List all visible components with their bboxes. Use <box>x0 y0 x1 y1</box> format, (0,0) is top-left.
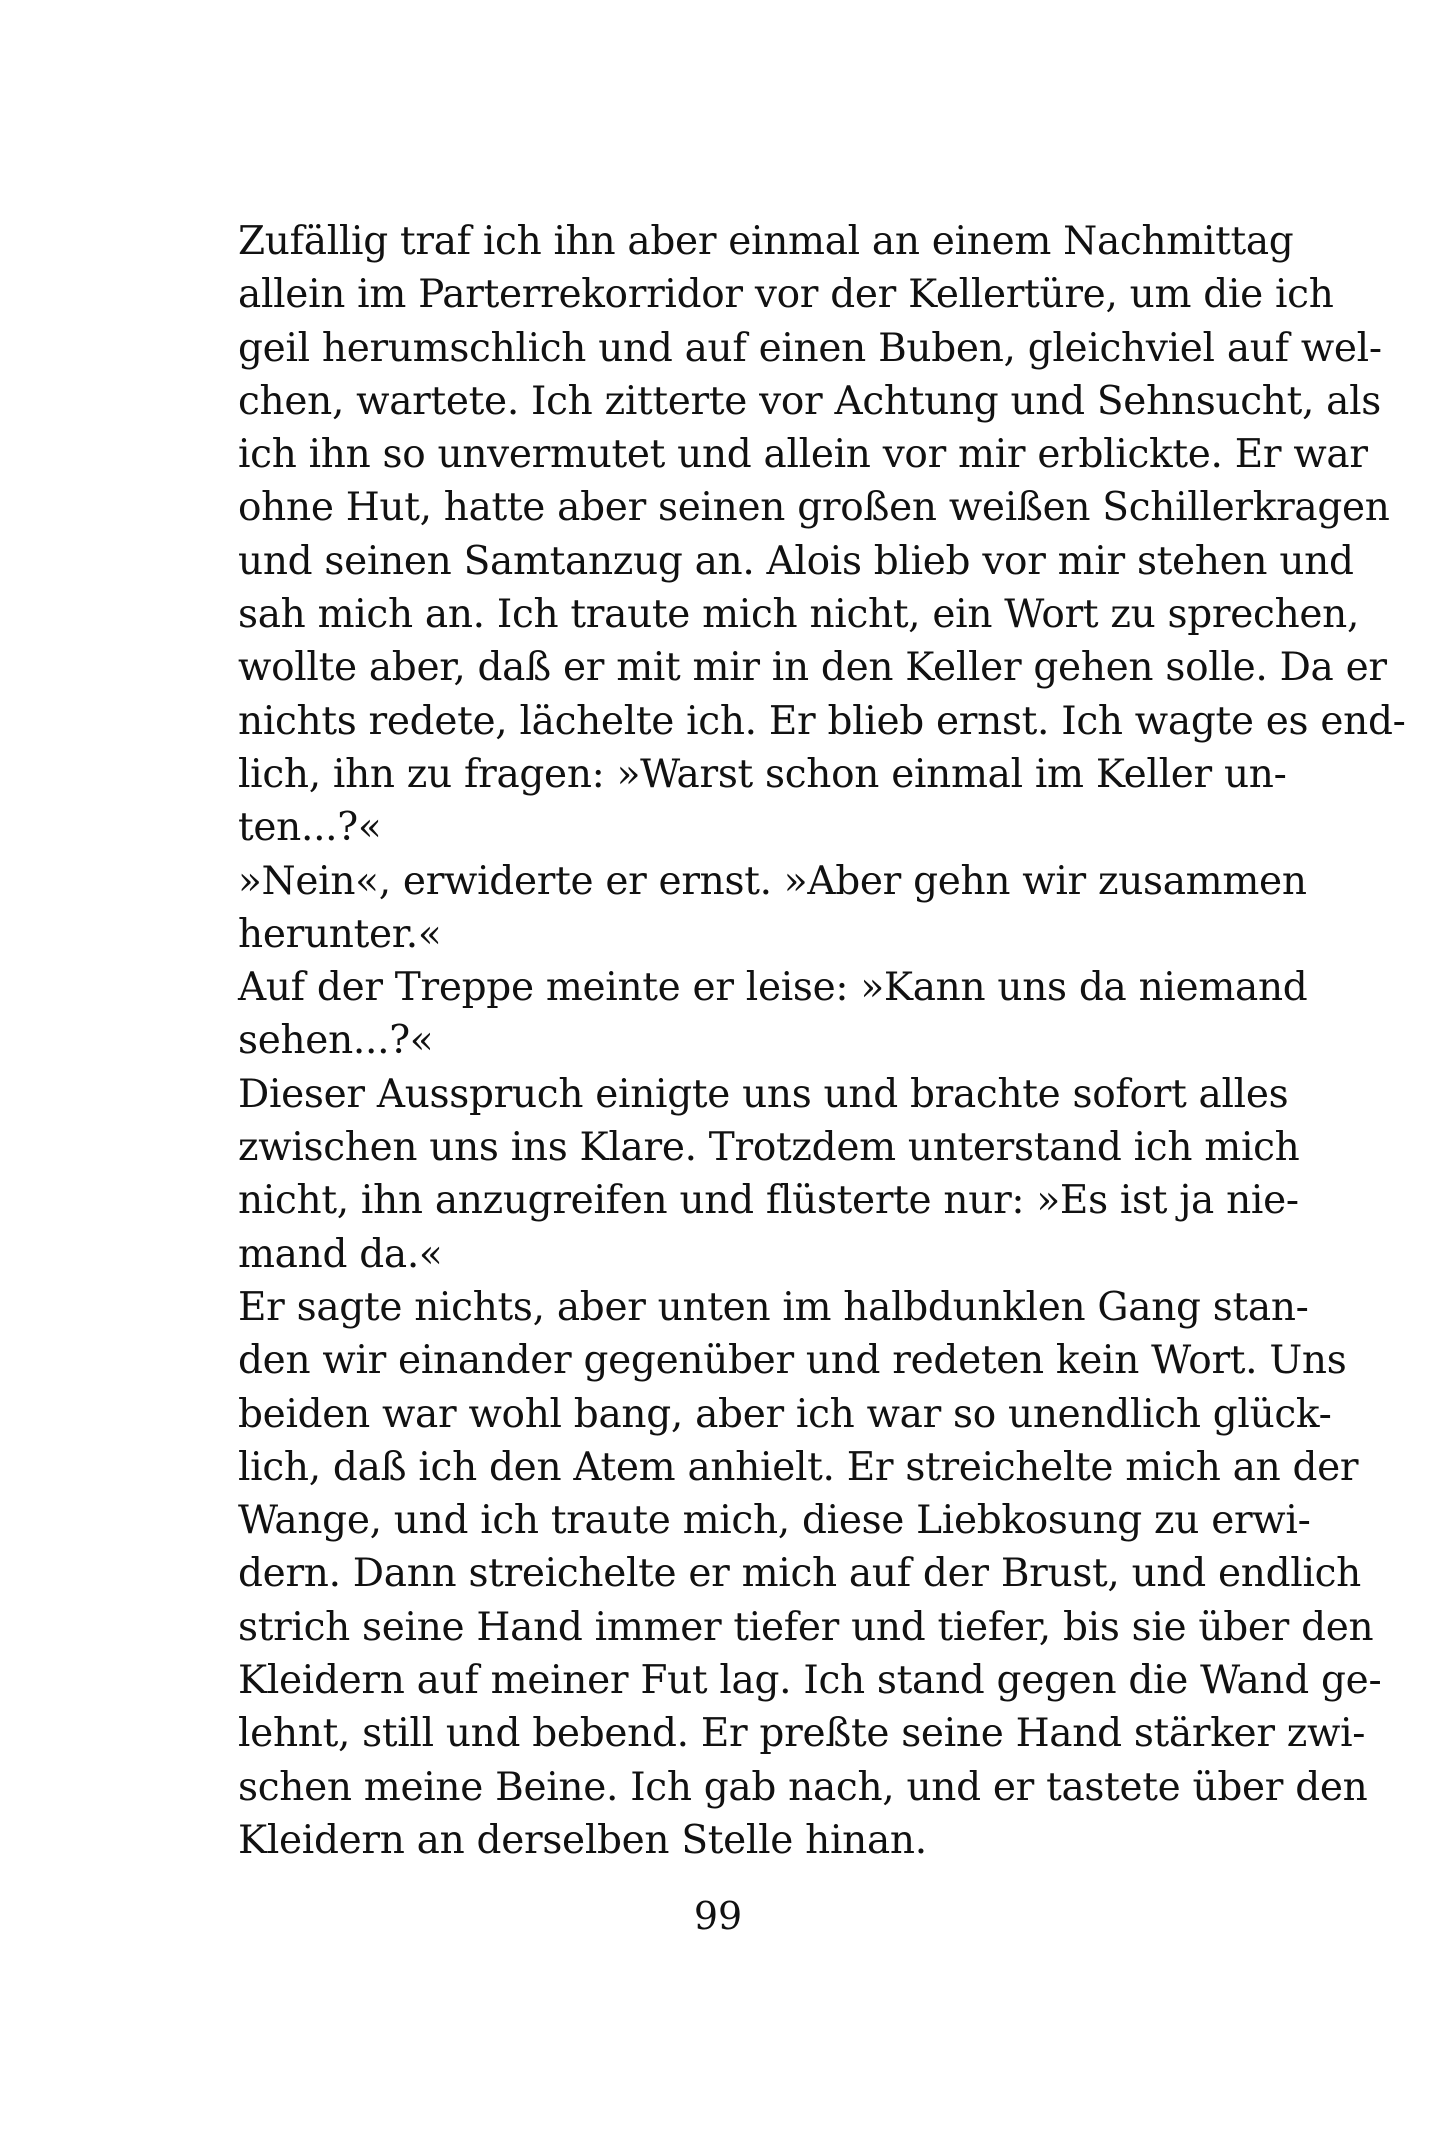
text-line: lehnt, still und bebend. Er preßte seine Hand stärker zwi- <box>238 1711 1366 1757</box>
text-line: den wir einander gegenüber und redeten kein Wort. Uns <box>238 1338 1347 1384</box>
text-line: mand da.« <box>238 1231 443 1277</box>
text-line: zwischen uns ins Klare. Trotzdem unterstand ich mich <box>238 1125 1300 1171</box>
text-line: »Nein«, erwiderte er ernst. »Aber gehn wir zusammen <box>238 858 1307 904</box>
text-line: sehen...?« <box>238 1018 434 1064</box>
text-line: Kleidern auf meiner Fut lag. Ich stand gegen die Wand ge- <box>238 1658 1382 1704</box>
text-line: ten...?« <box>238 805 382 851</box>
text-line: Er sagte nichts, aber unten im halbdunklen Gang stan- <box>238 1284 1309 1330</box>
text-line: Auf der Treppe meinte er leise: »Kann uns da niemand <box>238 965 1308 1011</box>
text-line: nichts redete, lächelte ich. Er blieb ernst. Ich wagte es end- <box>238 698 1406 744</box>
text-line: wollte aber, daß er mit mir in den Keller gehen solle. Da er <box>238 645 1387 691</box>
text-line: schen meine Beine. Ich gab nach, und er tastete über den <box>238 1764 1368 1810</box>
text-line: herunter.« <box>238 911 442 957</box>
text-line: lich, daß ich den Atem anhielt. Er streichelte mich an der <box>238 1444 1359 1490</box>
text-line: lich, ihn zu fragen: »Warst schon einmal im Keller un- <box>238 751 1287 797</box>
text-line: nicht, ihn anzugreifen und flüsterte nur: »Es ist ja nie- <box>238 1178 1299 1224</box>
text-line: sah mich an. Ich traute mich nicht, ein Wort zu sprechen, <box>238 592 1360 638</box>
text-line: ohne Hut, hatte aber seinen großen weißen Schillerkragen <box>238 485 1390 531</box>
text-line: chen, wartete. Ich zitterte vor Achtung und Sehnsucht, als <box>238 378 1382 424</box>
text-line: geil herumschlich und auf einen Buben, gleichviel auf wel- <box>238 325 1382 371</box>
page-number: 99 <box>693 1894 743 1938</box>
text-line: beiden war wohl bang, aber ich war so unendlich glück- <box>238 1391 1332 1437</box>
body-text <box>238 215 1406 1867</box>
text-line: Kleidern an derselben Stelle hinan. <box>238 1817 927 1863</box>
text-line: Dieser Ausspruch einigte uns und brachte sofort alles <box>238 1071 1289 1117</box>
text-line: dern. Dann streichelte er mich auf der Brust, und endlich <box>238 1551 1361 1597</box>
text-line: Zufällig traf ich ihn aber einmal an einem Nachmittag <box>238 219 1294 264</box>
text-line: ich ihn so unvermutet und allein vor mir erblickte. Er war <box>238 432 1368 478</box>
text-line: strich seine Hand immer tiefer und tiefer, bis sie über den <box>238 1604 1374 1650</box>
text-line: Wange, und ich traute mich, diese Liebkosung zu erwi- <box>238 1498 1311 1544</box>
text-line: allein im Parterrekorridor vor der Kellertüre, um die ich <box>238 272 1334 318</box>
text-line: und seinen Samtanzug an. Alois blieb vor mir stehen und <box>238 538 1354 584</box>
